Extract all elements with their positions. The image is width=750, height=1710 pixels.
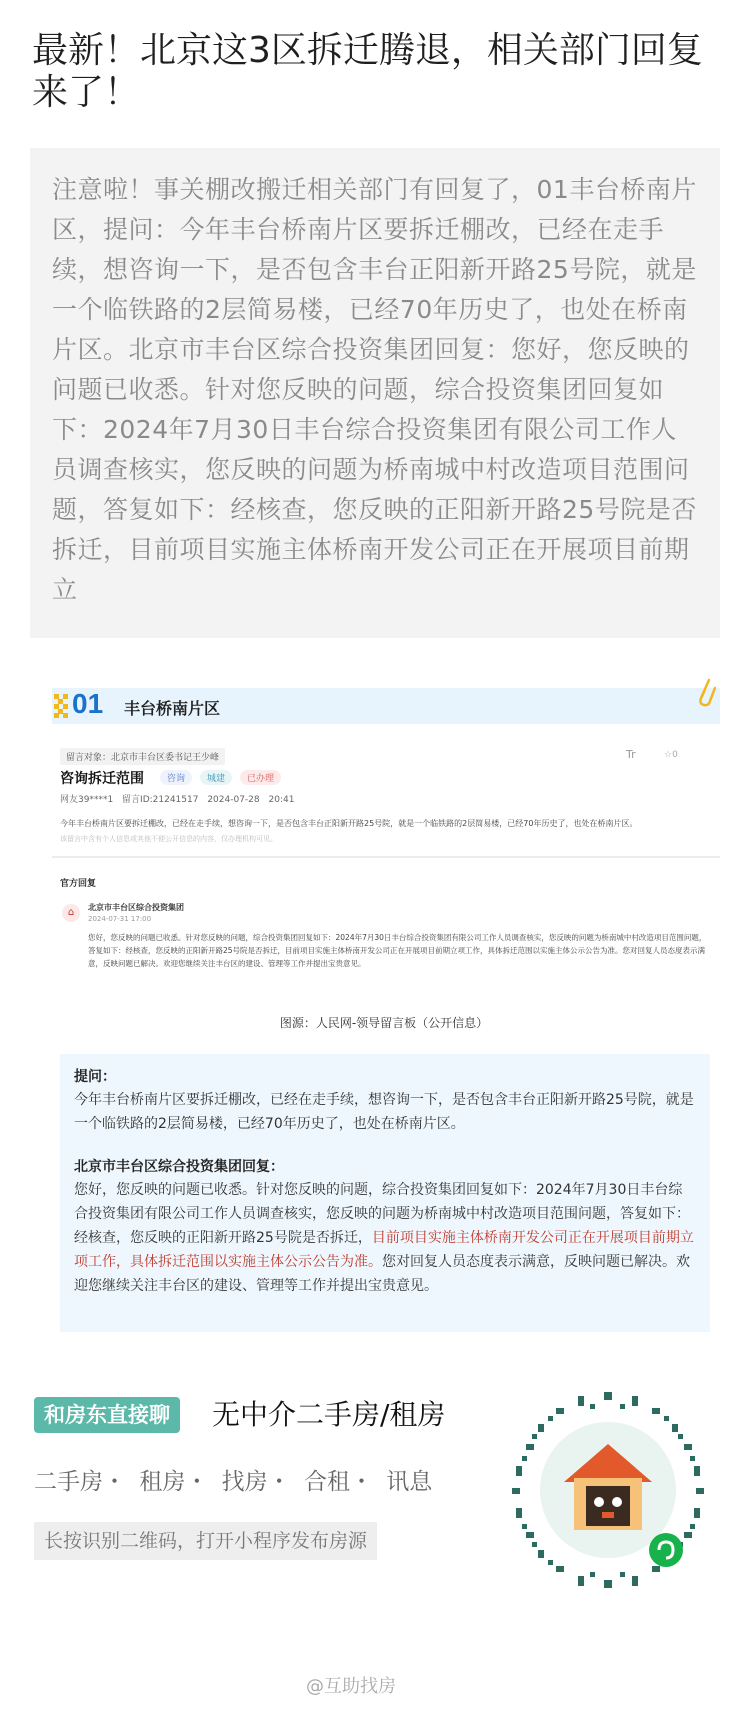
reply-body: 您好，您反映的问题已收悉。针对您反映的问题，综合投资集团回复如下：2024年7月30日丰台综合投资集团有限公司工作人员调查核实，您反映的问题为桥南城中村改造项目范围问题，答复如下：经核查，您反映的正阳新开路25号院是否拆迁，目前项目实施主体桥南开发公司正在开展项目前期立项工作，具体拆迁范围以实施主体公示公告为准。您对回复人员态度表示满意，反映问题已解决。欢迎您继续关注丰台区的建设、管理等工作并提出宝贵意见。 (88, 933, 707, 968)
tag-status: 已办理 (240, 770, 281, 785)
promo-item: 合租・ (303, 1469, 373, 1495)
promo-item: 租房・ (139, 1469, 209, 1495)
tag-urban: 城建 (200, 770, 232, 785)
government-building-icon: ⌂ (62, 904, 80, 922)
divider (52, 856, 720, 858)
message-body: 今年丰台桥南片区要拆迁棚改，已经在走手续，想咨询一下，是否包含丰台正阳新开路25号院，就是一个临铁路的2层简易楼，已经70年历史了，也处在桥南片区。 (60, 819, 638, 828)
promo-item: 找房・ (221, 1469, 291, 1495)
image-caption: 图源：人民网-领导留言板（公开信息） (279, 1016, 489, 1030)
promo-tag: 和房东直接聊 (34, 1397, 180, 1433)
reply-org-name: 北京市丰台区综合投资集团 (88, 903, 184, 912)
answer-highlight-2: 具体拆迁范围以实施主体公示公告为准。 (130, 1254, 382, 1270)
intro-text: 注意啦！事关棚改搬迁相关部门有回复了，01丰台桥南片区，提问：今年丰台桥南片区要拆迁棚改，已经在走手续，想咨询一下，是否包含丰台正阳新开路25号院，就是一个临铁路的2层简易楼，已经70年历史了，也处在桥南片区。北京市丰台区综合投资集团回复：您好，您反映的问题已收悉。针对您反映的问题，综合投资集团回复如下：2024年7月30日丰台综合投资集团有限公司工作人员调查核实，您反映的问题为桥南城中村改造项目范围问题，答复如下：经核查，您反映的正阳新开路25号院是否拆迁，目前项目实施主体桥南开发公司正在开展项目前期立 (52, 175, 697, 604)
tag-consult: 咨询 (160, 770, 192, 785)
article-headline: 最新！北京这3区拆迁腾退，相关部门回复来了！ (32, 30, 703, 113)
paperclip-icon (696, 676, 716, 710)
favorite-icon[interactable]: ☆0 (664, 750, 678, 760)
qa-summary-box (60, 1054, 710, 1332)
promo-item: 讯息 (386, 1469, 433, 1495)
weibo-watermark: @互助找房 (306, 1676, 396, 1697)
answer-label: 北京市丰台区综合投资集团回复： (74, 1159, 284, 1175)
promo-item: 二手房・ (34, 1469, 126, 1495)
section-number: 01 (72, 688, 104, 719)
question-text: 今年丰台桥南片区要拆迁棚改，已经在走手续，想咨询一下，是否包含丰台正阳新开路25号院，就是一个临铁路的2层简易楼，已经70年历史了，也处在桥南片区。 (74, 1092, 694, 1132)
message-title: 咨询拆迁范围 (60, 771, 144, 787)
promo-title: 无中介二手房/租房 (212, 1398, 446, 1431)
answer-part2: 您对回复人员态度表示满意，反映问题已解决。欢迎您继续关注丰台区的建设、管理等工作并提出宝贵意见。 (74, 1254, 690, 1294)
answer-highlight-1: 目前项目实施主体桥南开发公司正在开展项目前期立项工作， (74, 1230, 694, 1270)
question-label: 提问： (74, 1069, 116, 1085)
promo-hint: 长按识别二维码，打开小程序发布房源 (34, 1522, 377, 1560)
message-target: 留言对象：北京市丰台区委书记王少峰 (60, 748, 225, 765)
answer-text (74, 1178, 696, 1298)
message-meta: 网友39****1 留言ID:21241517 2024-07-28 20:41 (60, 795, 295, 805)
dot-grid-icon (54, 694, 68, 718)
message-board-screenshot (48, 670, 720, 1050)
section-area-title: 丰台桥南片区 (124, 699, 221, 718)
promo-items (34, 1463, 438, 1496)
mini-program-qr-code[interactable] (508, 1390, 708, 1590)
message-note: 该留言中含有个人信息或其他不便公开信息的内容，仅办理机构可见。 (60, 835, 277, 843)
answer-part1: 您好，您反映的问题已收悉。针对您反映的问题，综合投资集团回复如下：2024年7月30日丰台综合投资集团有限公司工作人员调查核实，您反映的问题为桥南城中村改造项目范围问题，答复如下：经核查，您反映的正阳新开路25号院是否拆迁， (74, 1182, 690, 1246)
font-size-icon[interactable]: Tr (626, 748, 636, 761)
intro-quote-box (30, 148, 720, 638)
reply-time: 2024-07-31 17:00 (88, 915, 152, 923)
official-reply-label: 官方回复 (60, 879, 97, 889)
